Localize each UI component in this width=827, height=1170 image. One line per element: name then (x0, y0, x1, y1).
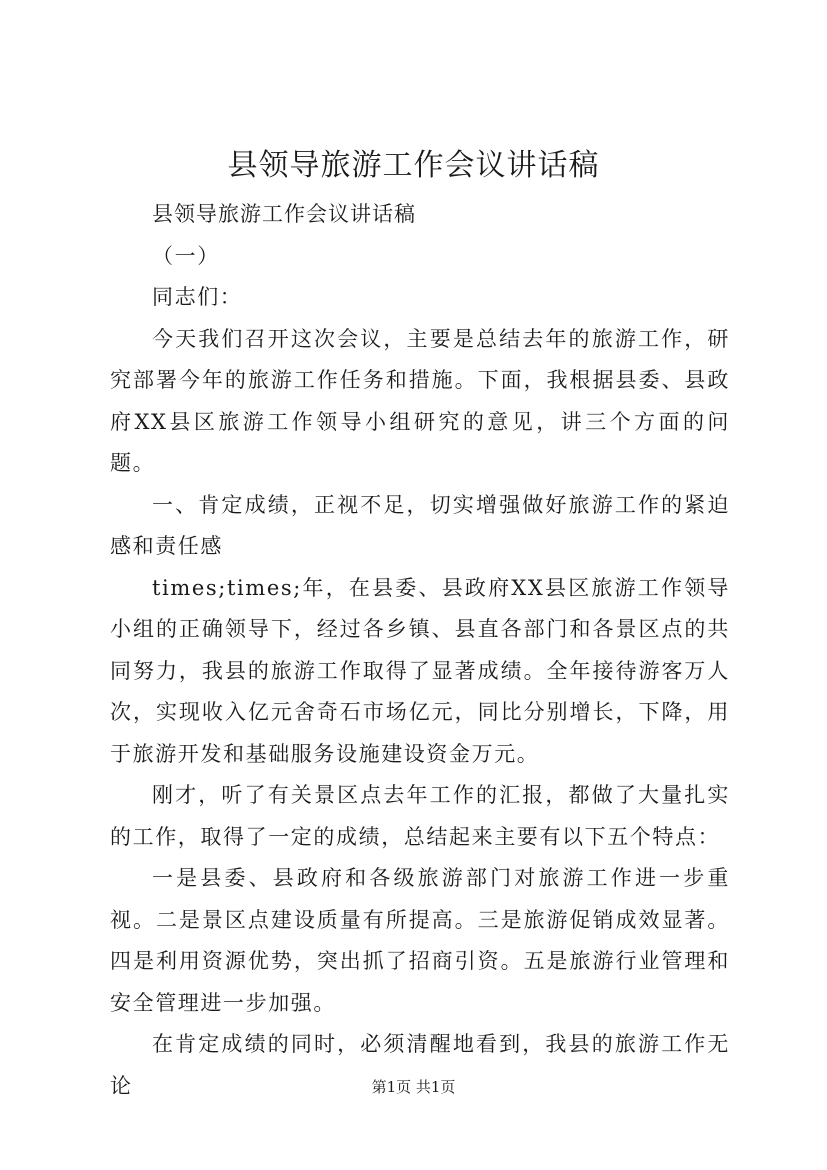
body-paragraph: 刚才，听了有关景区点去年工作的汇报，都做了大量扎实的工作，取得了一定的成绩，总结起来主要有以下五个特点： (110, 783, 730, 849)
document-body (110, 194, 730, 1107)
body-paragraph: 一是县委、县政府和各级旅游部门对旅游工作进一步重视。二是景区点建设质量有所提高。三是旅游促销成效显著。四是利用资源优势，突出抓了招商引资。五是旅游行业管理和安全管理进一步加强。 (110, 866, 730, 1015)
body-paragraph: 今天我们召开这次会议，主要是总结去年的旅游工作，研究部署今年的旅游工作任务和措施。下面，我根据县委、县政府XX县区旅游工作领导小组研究的意见，讲三个方面的问题。 (110, 326, 730, 475)
section-number: （一） (152, 243, 220, 268)
page-footer: 第1页 共1页 (371, 1078, 456, 1096)
section-heading: 一、肯定成绩，正视不足，切实增强做好旅游工作的紧迫感和责任感 (110, 492, 730, 558)
body-paragraph: 在肯定成绩的同时，必须清醒地看到，我县的旅游工作无论 (110, 1032, 730, 1098)
salutation: 同志们： (152, 285, 243, 309)
body-paragraph: times;times;年，在县委、县政府XX县区旅游工作领导小组的正确领导下，经过各乡镇、县直各部门和各景区点的共同努力，我县的旅游工作取得了显著成绩。全年接待游客万人次，实现收入亿元舍奇石市场亿元，同比分别增长，下降，用于旅游开发和基础服务设施建设资金万元。 (110, 575, 730, 766)
subtitle-paragraph: 县领导旅游工作会议讲话稿 (152, 202, 416, 226)
document-title: 县领导旅游工作会议讲话稿 (227, 148, 600, 183)
